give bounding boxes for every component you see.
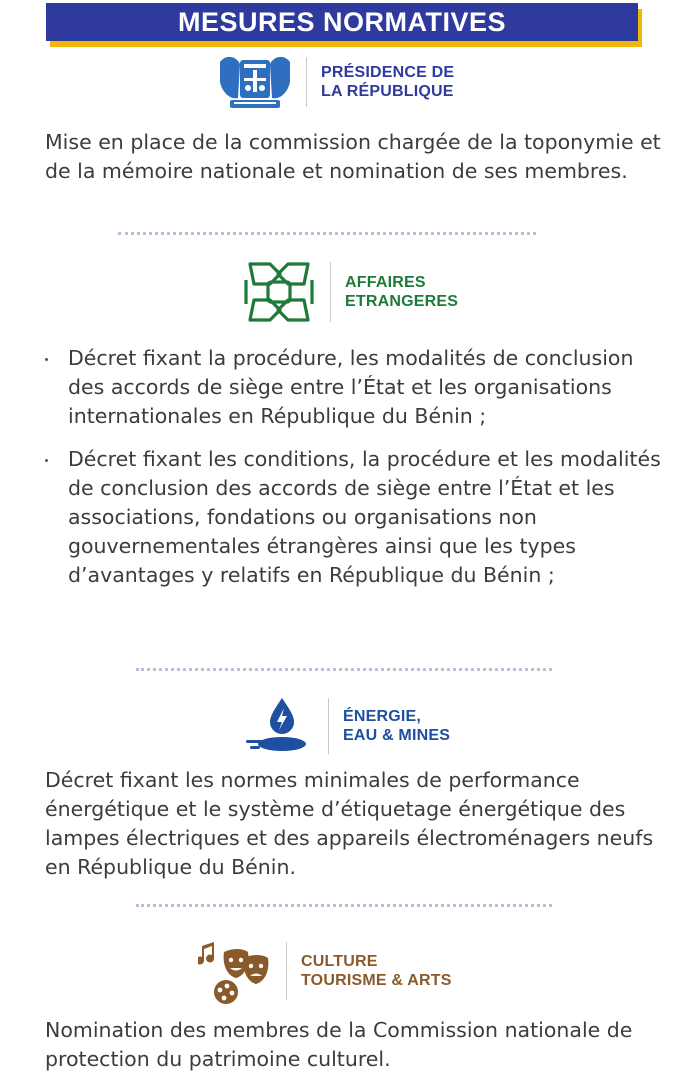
ministry-label-line2: LA RÉPUBLIQUE [321, 83, 454, 100]
measure-list [45, 344, 665, 604]
page-title: MESURES NORMATIVES [46, 3, 638, 41]
ministry-label-line2: TOURISME & ARTS [301, 972, 452, 989]
separator [306, 57, 307, 107]
ministry-label [343, 707, 450, 745]
dotted-divider [118, 232, 536, 235]
separator [328, 698, 329, 754]
ministry-label [321, 63, 454, 101]
ministry-label-line1: ÉNERGIE, [343, 708, 422, 725]
banner [46, 3, 642, 47]
ministry-label-line1: AFFAIRES [345, 274, 426, 291]
ministry-header-presidence [216, 52, 454, 112]
theatre-masks-icon [198, 936, 274, 1006]
separator [330, 262, 331, 322]
dotted-divider [136, 904, 552, 907]
list-item: Décret fixant la procédure, les modalités de conclusion des accords de siège entre l’État et les organisations internationales en République du Bénin ; [45, 344, 665, 431]
ministry-header-culture [198, 936, 452, 1006]
ministry-header-affaires-etrangeres [240, 258, 458, 326]
ministry-label [345, 273, 458, 311]
ministry-label-line2: ETRANGERES [345, 293, 459, 310]
separator [286, 942, 287, 1000]
measure-text: Nomination des membres de la Commission nationale de protection du patrimoine culturel. [45, 1018, 633, 1071]
ministry-header-energie [244, 696, 450, 756]
dotted-divider [136, 668, 552, 671]
ministry-label-line1: CULTURE [301, 953, 378, 970]
joined-hands-icon [240, 258, 318, 326]
ministry-label-line2: EAU & MINES [343, 727, 451, 744]
measure-text: Décret fixant les normes minimales de performance énergétique et le système d’étiquetage énergétique des lampes électriques et des appareils électroménagers neufs en République du Bénin. [45, 768, 654, 879]
coat-of-arms-icon [216, 52, 294, 112]
list-item: Décret fixant les conditions, la procédure et les modalités de conclusion des accords de siège entre l’État et les associations, fondations ou organisations non gouvernementales étrangères ainsi que les types d’avantages y relatifs en République du Bénin ; [45, 445, 665, 590]
water-energy-icon [244, 696, 316, 756]
ministry-label-line1: PRÉSIDENCE DE [321, 64, 455, 81]
measure-text: Mise en place de la commission chargée de la toponymie et de la mémoire nationale et nomination de ses membres. [45, 130, 661, 183]
ministry-label [301, 952, 452, 990]
